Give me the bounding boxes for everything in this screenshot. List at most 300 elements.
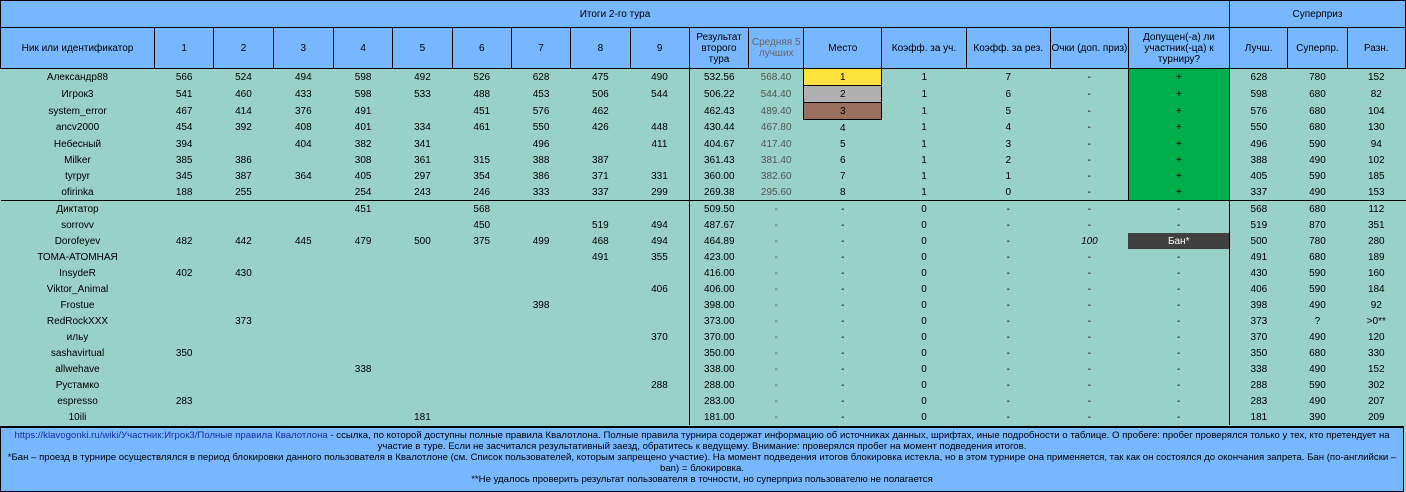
coef-result-cell: -: [966, 265, 1050, 281]
race-result-cell: 414: [214, 103, 273, 120]
race-result-cell: 406: [630, 281, 689, 297]
superprize-cell: 680: [1288, 201, 1347, 218]
place-cell: 7: [804, 168, 882, 184]
table-row: [1, 265, 1406, 281]
nick-cell: sorrovv: [1, 217, 155, 233]
race-result-cell: [511, 377, 570, 393]
race-result-cell: 453: [511, 86, 570, 103]
place-cell: 1: [804, 69, 882, 86]
avg5-cell: -: [749, 217, 804, 233]
race-result-cell: 490: [630, 69, 689, 86]
avg5-cell: -: [749, 265, 804, 281]
place-cell: 4: [804, 120, 882, 137]
best-cell: 496: [1230, 136, 1288, 152]
race-result-cell: 376: [273, 103, 333, 120]
bonus-points-cell: -: [1050, 201, 1128, 218]
column-header: 4: [333, 28, 392, 69]
bonus-points-cell: -: [1050, 393, 1128, 409]
coef-participation-cell: 1: [882, 69, 966, 86]
coef-participation-cell: 0: [882, 329, 966, 345]
race-result-cell: 402: [155, 265, 214, 281]
place-cell: -: [804, 201, 882, 218]
race-result-cell: 519: [571, 217, 630, 233]
race-result-cell: [452, 265, 511, 281]
diff-cell: 102: [1347, 152, 1405, 168]
coef-result-cell: -: [966, 281, 1050, 297]
best-cell: 370: [1230, 329, 1288, 345]
nick-cell: Frostue: [1, 297, 155, 313]
nick-cell: Александр88: [1, 69, 155, 86]
race-result-cell: 288: [630, 377, 689, 393]
race-result-cell: [452, 281, 511, 297]
coef-participation-cell: 0: [882, 265, 966, 281]
table-row: [1, 377, 1406, 393]
avg5-cell: 295.60: [749, 184, 804, 201]
coef-result-cell: 3: [966, 136, 1050, 152]
race-result-cell: [155, 329, 214, 345]
table-row: [1, 86, 1406, 103]
table-row: [1, 217, 1406, 233]
race-result-cell: [155, 313, 214, 329]
race-result-cell: [273, 281, 333, 297]
coef-result-cell: -: [966, 393, 1050, 409]
diff-cell: 153: [1347, 184, 1405, 201]
admission-cell: +: [1128, 120, 1229, 137]
admission-cell: +: [1128, 184, 1229, 201]
race-result-cell: [155, 377, 214, 393]
nick-cell: 10ili: [1, 409, 155, 425]
race-result-cell: [571, 265, 630, 281]
race-result-cell: [571, 297, 630, 313]
race-result-cell: [452, 361, 511, 377]
table-row: [1, 313, 1406, 329]
race-result-cell: [393, 313, 452, 329]
best-cell: 550: [1230, 120, 1288, 137]
column-header: Ник или идентификатор: [1, 28, 155, 69]
column-header: Лучш.: [1230, 28, 1288, 69]
coef-result-cell: -: [966, 249, 1050, 265]
race-result-cell: [511, 361, 570, 377]
race-result-cell: 386: [511, 168, 570, 184]
race-result-cell: 308: [333, 152, 392, 168]
race-result-cell: 297: [393, 168, 452, 184]
table-row: [1, 361, 1406, 377]
admission-cell: +: [1128, 168, 1229, 184]
bonus-points-cell: -: [1050, 377, 1128, 393]
diff-cell: 160: [1347, 265, 1405, 281]
avg5-cell: -: [749, 329, 804, 345]
race-result-cell: [273, 297, 333, 313]
bonus-points-cell: -: [1050, 69, 1128, 86]
table-row: [1, 393, 1406, 409]
bonus-points-cell: -: [1050, 168, 1128, 184]
admission-cell: -: [1128, 249, 1229, 265]
race-result-cell: 371: [571, 168, 630, 184]
admission-cell: -: [1128, 345, 1229, 361]
race-result-cell: [333, 409, 392, 425]
bonus-points-cell: -: [1050, 136, 1128, 152]
race-result-cell: [214, 201, 273, 218]
race-result-cell: [393, 249, 452, 265]
table-row: [1, 345, 1406, 361]
best-cell: 405: [1230, 168, 1288, 184]
nick-cell: InsydeR: [1, 265, 155, 281]
race-result-cell: [630, 103, 689, 120]
best-cell: 406: [1230, 281, 1288, 297]
race-result-cell: [393, 297, 452, 313]
table-row: [1, 184, 1406, 201]
coef-participation-cell: 0: [882, 361, 966, 377]
race-result-cell: 338: [333, 361, 392, 377]
race-result-cell: [273, 329, 333, 345]
superprize-cell: 680: [1288, 86, 1347, 103]
race-result-cell: 350: [155, 345, 214, 361]
admission-cell: -: [1128, 281, 1229, 297]
race-result-cell: 494: [630, 233, 689, 249]
race-result-cell: [630, 345, 689, 361]
race-result-cell: [273, 345, 333, 361]
rules-link[interactable]: https://klavogonki.ru/wiki/Участник:Игрок3/Полные правила Квалотлона: [14, 430, 328, 441]
race-result-cell: 450: [452, 217, 511, 233]
race-result-cell: 426: [571, 120, 630, 137]
coef-participation-cell: 0: [882, 345, 966, 361]
avg5-cell: 417.40: [749, 136, 804, 152]
diff-cell: 112: [1347, 201, 1405, 218]
nick-cell: ancv2000: [1, 120, 155, 137]
race-result-cell: [333, 297, 392, 313]
superprize-title: Суперприз: [1230, 1, 1406, 28]
table-row: [1, 409, 1406, 425]
race-result-cell: [214, 409, 273, 425]
diff-cell: >0**: [1347, 313, 1405, 329]
round-result-cell: 416.00: [689, 265, 748, 281]
nick-cell: espresso: [1, 393, 155, 409]
race-result-cell: 398: [511, 297, 570, 313]
race-result-cell: 468: [571, 233, 630, 249]
bonus-points-cell: 100: [1050, 233, 1128, 249]
race-result-cell: [155, 249, 214, 265]
race-result-cell: [155, 201, 214, 218]
admission-cell: -: [1128, 217, 1229, 233]
place-cell: -: [804, 345, 882, 361]
nick-cell: ofirinka: [1, 184, 155, 201]
footer-line-3: **Не удалось проверить результат пользователя в точности, но суперприз пользователю не полагается: [471, 474, 933, 485]
race-result-cell: [571, 377, 630, 393]
race-result-cell: 334: [393, 120, 452, 137]
race-result-cell: 354: [452, 168, 511, 184]
race-result-cell: [273, 377, 333, 393]
race-result-cell: [452, 313, 511, 329]
race-result-cell: [273, 361, 333, 377]
race-result-cell: 445: [273, 233, 333, 249]
round-title: Итоги 2-го тура: [1, 1, 1230, 28]
superprize-cell: 590: [1288, 136, 1347, 152]
avg5-cell: -: [749, 201, 804, 218]
bonus-points-cell: -: [1050, 281, 1128, 297]
place-cell: -: [804, 233, 882, 249]
race-result-cell: 628: [511, 69, 570, 86]
coef-participation-cell: 0: [882, 377, 966, 393]
best-cell: 519: [1230, 217, 1288, 233]
race-result-cell: 467: [155, 103, 214, 120]
race-result-cell: 460: [214, 86, 273, 103]
race-result-cell: 544: [630, 86, 689, 103]
admission-cell: +: [1128, 136, 1229, 152]
coef-result-cell: -: [966, 329, 1050, 345]
column-header: Разн.: [1347, 28, 1405, 69]
admission-cell: -: [1128, 313, 1229, 329]
race-result-cell: 392: [214, 120, 273, 137]
race-result-cell: [630, 361, 689, 377]
coef-result-cell: 2: [966, 152, 1050, 168]
round-result-cell: 288.00: [689, 377, 748, 393]
avg5-cell: -: [749, 361, 804, 377]
race-result-cell: [452, 409, 511, 425]
admission-cell: -: [1128, 409, 1229, 425]
place-cell: 6: [804, 152, 882, 168]
best-cell: 288: [1230, 377, 1288, 393]
admission-cell: -: [1128, 265, 1229, 281]
coef-participation-cell: 1: [882, 168, 966, 184]
race-result-cell: [393, 103, 452, 120]
superprize-cell: 590: [1288, 281, 1347, 297]
admission-cell: -: [1128, 201, 1229, 218]
best-cell: 350: [1230, 345, 1288, 361]
race-result-cell: 408: [273, 120, 333, 137]
column-header: Коэфф. за рез.: [966, 28, 1050, 69]
race-result-cell: [452, 136, 511, 152]
bonus-points-cell: -: [1050, 120, 1128, 137]
round-result-cell: 423.00: [689, 249, 748, 265]
race-result-cell: [511, 249, 570, 265]
nick-cell: Рустамко: [1, 377, 155, 393]
superprize-cell: 680: [1288, 249, 1347, 265]
race-result-cell: 494: [273, 69, 333, 86]
superprize-cell: ?: [1288, 313, 1347, 329]
coef-result-cell: -: [966, 217, 1050, 233]
round-result-cell: 338.00: [689, 361, 748, 377]
race-result-cell: [333, 281, 392, 297]
column-header: 5: [393, 28, 452, 69]
race-result-cell: 524: [214, 69, 273, 86]
race-result-cell: [214, 393, 273, 409]
race-result-cell: [571, 281, 630, 297]
footer-notes: [0, 426, 1404, 492]
best-cell: 576: [1230, 103, 1288, 120]
race-result-cell: 494: [630, 217, 689, 233]
column-header: 6: [452, 28, 511, 69]
race-result-cell: 451: [452, 103, 511, 120]
race-result-cell: 401: [333, 120, 392, 137]
best-cell: 491: [1230, 249, 1288, 265]
race-result-cell: [393, 201, 452, 218]
race-result-cell: 598: [333, 69, 392, 86]
race-result-cell: [393, 393, 452, 409]
place-cell: -: [804, 361, 882, 377]
race-result-cell: [214, 345, 273, 361]
race-result-cell: [452, 329, 511, 345]
diff-cell: 209: [1347, 409, 1405, 425]
coef-participation-cell: 0: [882, 217, 966, 233]
race-result-cell: 345: [155, 168, 214, 184]
best-cell: 628: [1230, 69, 1288, 86]
race-result-cell: [630, 201, 689, 218]
bonus-points-cell: -: [1050, 361, 1128, 377]
round-result-cell: 361.43: [689, 152, 748, 168]
race-result-cell: [393, 265, 452, 281]
race-result-cell: [511, 345, 570, 361]
nick-cell: RedRockXXX: [1, 313, 155, 329]
round-result-cell: 360.00: [689, 168, 748, 184]
race-result-cell: 341: [393, 136, 452, 152]
race-result-cell: [571, 313, 630, 329]
race-result-cell: [511, 329, 570, 345]
bonus-points-cell: -: [1050, 152, 1128, 168]
bonus-points-cell: -: [1050, 345, 1128, 361]
column-header: 9: [630, 28, 689, 69]
best-cell: 398: [1230, 297, 1288, 313]
column-header: Средняя 5 лучших: [749, 28, 804, 69]
round-result-cell: 398.00: [689, 297, 748, 313]
table-row: [1, 281, 1406, 297]
avg5-cell: -: [749, 233, 804, 249]
superprize-cell: 490: [1288, 152, 1347, 168]
race-result-cell: 526: [452, 69, 511, 86]
diff-cell: 104: [1347, 103, 1405, 120]
race-result-cell: [571, 393, 630, 409]
race-result-cell: 550: [511, 120, 570, 137]
race-result-cell: [214, 249, 273, 265]
race-result-cell: [155, 409, 214, 425]
race-result-cell: [273, 265, 333, 281]
race-result-cell: [273, 152, 333, 168]
race-result-cell: 361: [393, 152, 452, 168]
best-cell: 568: [1230, 201, 1288, 218]
race-result-cell: 462: [571, 103, 630, 120]
superprize-cell: 490: [1288, 329, 1347, 345]
race-result-cell: 448: [630, 120, 689, 137]
coef-result-cell: 4: [966, 120, 1050, 137]
best-cell: 373: [1230, 313, 1288, 329]
superprize-cell: 590: [1288, 168, 1347, 184]
avg5-cell: 568.40: [749, 69, 804, 86]
race-result-cell: [155, 281, 214, 297]
bonus-points-cell: -: [1050, 86, 1128, 103]
column-header: Коэфф. за уч.: [882, 28, 966, 69]
race-result-cell: 576: [511, 103, 570, 120]
race-result-cell: 475: [571, 69, 630, 86]
column-header: 8: [571, 28, 630, 69]
race-result-cell: 492: [393, 69, 452, 86]
superprize-cell: 680: [1288, 120, 1347, 137]
race-result-cell: [571, 329, 630, 345]
coef-participation-cell: 1: [882, 103, 966, 120]
place-cell: 8: [804, 184, 882, 201]
round-result-cell: 350.00: [689, 345, 748, 361]
nick-cell: system_error: [1, 103, 155, 120]
superprize-cell: 590: [1288, 265, 1347, 281]
best-cell: 598: [1230, 86, 1288, 103]
superprize-cell: 390: [1288, 409, 1347, 425]
coef-result-cell: -: [966, 345, 1050, 361]
best-cell: 388: [1230, 152, 1288, 168]
place-cell: -: [804, 313, 882, 329]
race-result-cell: [511, 265, 570, 281]
race-result-cell: [333, 329, 392, 345]
race-result-cell: 405: [333, 168, 392, 184]
superprize-cell: 780: [1288, 233, 1347, 249]
race-result-cell: 454: [155, 120, 214, 137]
nick-cell: sashavirtual: [1, 345, 155, 361]
admission-cell: -: [1128, 329, 1229, 345]
admission-cell: -: [1128, 361, 1229, 377]
diff-cell: 330: [1347, 345, 1405, 361]
avg5-cell: -: [749, 249, 804, 265]
race-result-cell: 430: [214, 265, 273, 281]
race-result-cell: [630, 152, 689, 168]
coef-result-cell: 6: [966, 86, 1050, 103]
superprize-cell: 780: [1288, 69, 1347, 86]
bonus-points-cell: -: [1050, 217, 1128, 233]
column-header: Суперпр.: [1288, 28, 1347, 69]
table-row: [1, 249, 1406, 265]
admission-cell: +: [1128, 69, 1229, 86]
footer-line-2: *Бан – проезд в турнире осуществлялся в период блокировки данного пользователя в Квалотлоне (см. Список пользователей, которым запрещено участие). На момент подведения итогов блокировка истекла, но в этом турнире она применяется, так как он состоялся до окончания запрета. Бан (по-английски – ban) = блокировка.: [7, 452, 1397, 474]
round-result-cell: 464.89: [689, 233, 748, 249]
diff-cell: 130: [1347, 120, 1405, 137]
coef-participation-cell: 0: [882, 313, 966, 329]
superprize-cell: 490: [1288, 184, 1347, 201]
race-result-cell: [214, 136, 273, 152]
race-result-cell: [273, 313, 333, 329]
avg5-cell: 489.40: [749, 103, 804, 120]
admission-cell: -: [1128, 297, 1229, 313]
race-result-cell: [571, 361, 630, 377]
race-result-cell: [333, 265, 392, 281]
race-result-cell: 411: [630, 136, 689, 152]
place-cell: 2: [804, 86, 882, 103]
column-header: 7: [511, 28, 570, 69]
race-result-cell: [273, 393, 333, 409]
round-result-cell: 487.67: [689, 217, 748, 233]
race-result-cell: [511, 217, 570, 233]
diff-cell: 351: [1347, 217, 1405, 233]
race-result-cell: 255: [214, 184, 273, 201]
diff-cell: 152: [1347, 69, 1405, 86]
table-row: [1, 329, 1406, 345]
race-result-cell: 188: [155, 184, 214, 201]
race-result-cell: 355: [630, 249, 689, 265]
coef-participation-cell: 0: [882, 409, 966, 425]
nick-cell: allwehave: [1, 361, 155, 377]
coef-result-cell: -: [966, 409, 1050, 425]
nick-cell: Небесный: [1, 136, 155, 152]
race-result-cell: [630, 393, 689, 409]
race-result-cell: [214, 329, 273, 345]
race-result-cell: 491: [571, 249, 630, 265]
place-cell: -: [804, 281, 882, 297]
avg5-cell: -: [749, 409, 804, 425]
race-result-cell: 568: [452, 201, 511, 218]
best-cell: 337: [1230, 184, 1288, 201]
race-result-cell: [333, 217, 392, 233]
column-header: Место: [804, 28, 882, 69]
place-cell: -: [804, 329, 882, 345]
race-result-cell: 499: [511, 233, 570, 249]
nick-cell: ТОМА-АТОМНАЯ: [1, 249, 155, 265]
round-result-cell: 181.00: [689, 409, 748, 425]
race-result-cell: [452, 377, 511, 393]
